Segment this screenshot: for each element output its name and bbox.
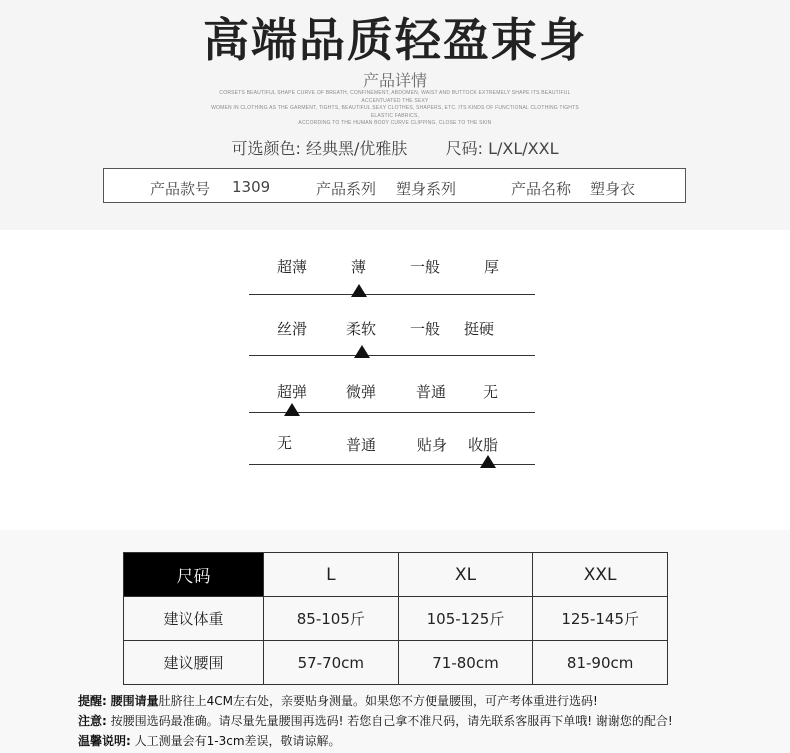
note-text: 人工测量会有1-3cm差误，敬请谅解。 — [134, 734, 341, 748]
fineprint-line: WOMEN IN CLOTHING AS THE GARMENT, TIGHTS, BEAUTIFUL SEXY CLOTHES, SHAPERS, ETC. ITS KINDS OF FUNCTIONAL CLOTHING TIGHTS ELASTIC FABRICS, — [211, 105, 579, 119]
size-label: 尺码: — [445, 139, 483, 158]
fineprint-line: CORSETS BEAUTIFUL SHAPE CURVE OF BREATH, CONFINEMENT, ABDOMEN, WAIST AND BUTTOCK EXTREMELY SHAPE ITS BEAUTIFUL ACCENTUATED THE SEXY — [219, 90, 571, 104]
table-cell: 125-145斤 — [533, 597, 668, 641]
size-table — [123, 552, 668, 685]
table-cell: 81-90cm — [533, 641, 668, 685]
note-label: 提醒: — [78, 694, 107, 708]
selected-indicator-icon — [354, 345, 370, 358]
scale-option: 一般 — [410, 320, 441, 338]
scale-option: 厚 — [484, 258, 500, 276]
scale-option: 贴身 — [417, 436, 448, 454]
table-header-row — [124, 553, 668, 597]
scale-option: 普通 — [346, 436, 377, 454]
color-label: 可选颜色: — [231, 139, 301, 158]
english-fineprint — [200, 90, 590, 128]
note-text: 按腰围选码最准确。请尽量先量腰围再选码! 若您自己拿不准尺码，请先联系客服再下单哦! 谢谢您的配合! — [110, 714, 673, 728]
color-value: 经典黑/优雅肤 — [306, 139, 408, 158]
scale-option: 微弹 — [346, 383, 377, 401]
selected-indicator-icon — [480, 455, 496, 468]
model-label: 产品款号 — [150, 180, 211, 198]
model-value: 1309 — [232, 178, 271, 196]
note-emphasis: 腰围请量 — [110, 694, 159, 708]
fineprint-line: ACCORDING TO THE HUMAN BODY CURVE CLIPPING, CLOSE TO THE SKIN — [298, 120, 492, 126]
options-line — [0, 136, 790, 159]
table-cell: 105-125斤 — [398, 597, 533, 641]
scale-option: 超薄 — [277, 258, 308, 276]
note-label: 注意: — [78, 714, 107, 728]
page-title: 高端品质轻盈束身 — [203, 13, 587, 67]
header-cell: XXL — [533, 553, 668, 597]
row-label: 建议腰围 — [124, 641, 264, 685]
name-label: 产品名称 — [511, 180, 572, 198]
header-cell: 尺码 — [124, 553, 264, 597]
notes — [78, 691, 778, 751]
note-label: 温馨说明: — [78, 734, 131, 748]
table-row — [124, 641, 668, 685]
scale-line — [249, 294, 535, 295]
header-cell: L — [264, 553, 399, 597]
scale-line — [249, 355, 535, 356]
header-cell: XL — [398, 553, 533, 597]
scale-option: 普通 — [416, 383, 447, 401]
product-info-box — [103, 168, 686, 203]
note-reminder — [78, 691, 778, 711]
scale-option-selected: 超弹 — [277, 383, 308, 401]
row-label: 建议体重 — [124, 597, 264, 641]
table-cell: 57-70cm — [264, 641, 399, 685]
table-row — [124, 597, 668, 641]
series-value: 塑身系列 — [396, 180, 457, 198]
selected-indicator-icon — [284, 403, 300, 416]
series-label: 产品系列 — [316, 180, 377, 198]
name-value: 塑身衣 — [590, 180, 636, 198]
scale-option: 无 — [277, 434, 293, 452]
attributes-band — [0, 230, 790, 530]
scale-option: 一般 — [410, 258, 441, 276]
scale-option: 丝滑 — [277, 320, 308, 338]
table-cell: 85-105斤 — [264, 597, 399, 641]
scale-option: 无 — [483, 383, 499, 401]
scale-option-selected: 薄 — [351, 258, 367, 276]
note-attention — [78, 711, 778, 731]
section-subtitle: 产品详情 — [362, 71, 427, 90]
scale-option-selected: 收脂 — [468, 436, 499, 454]
note-warm-tip — [78, 731, 778, 751]
size-value: L/XL/XXL — [488, 139, 559, 158]
scale-option-selected: 柔软 — [346, 320, 377, 338]
table-cell: 71-80cm — [398, 641, 533, 685]
note-text: 肚脐往上4CM左右处，亲要贴身测量。如果您不方便量腰围，可产考体重进行选码! — [158, 694, 598, 708]
selected-indicator-icon — [351, 284, 367, 297]
scale-option: 挺硬 — [464, 320, 495, 338]
